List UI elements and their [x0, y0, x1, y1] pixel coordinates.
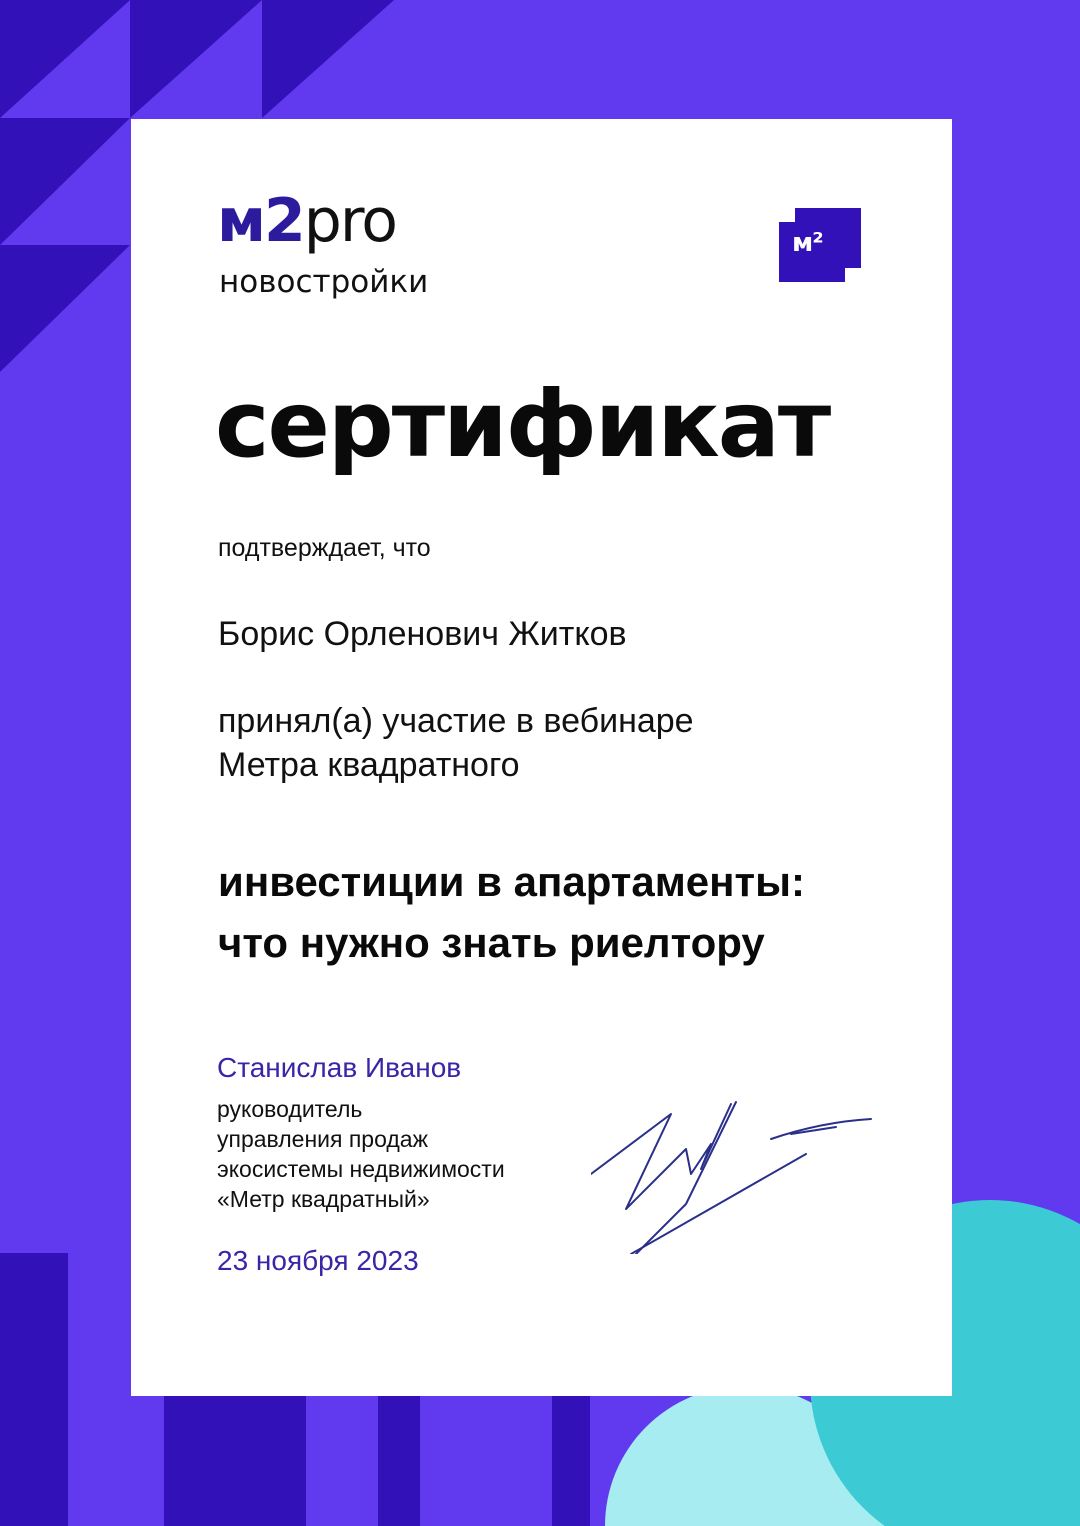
- participation-line: принял(а) участие в вебинаре: [218, 702, 694, 740]
- brand-logo-main: м2: [217, 186, 304, 256]
- signer-role: [217, 1095, 505, 1215]
- signer-role-line: «Метр квадратный»: [217, 1185, 430, 1212]
- certificate-title: сертификат: [215, 371, 830, 478]
- participation-text: [218, 699, 694, 787]
- bg-block: [378, 1396, 420, 1526]
- webinar-title: [218, 852, 805, 974]
- recipient-name: Борис Орленович Житков: [218, 615, 627, 653]
- brand-logo-subtitle: новостройки: [219, 264, 429, 300]
- confirms-text: подтверждает, что: [218, 534, 431, 562]
- signer-name: Станислав Иванов: [217, 1052, 462, 1083]
- signer-role-line: руководитель: [217, 1096, 363, 1122]
- signer-role-line: экосистемы недвижимости: [217, 1155, 505, 1182]
- bg-triangle: [262, 0, 394, 118]
- webinar-title-line: что нужно знать риелтору: [218, 918, 765, 966]
- signature-image: [591, 1094, 881, 1254]
- bg-triangle: [0, 245, 130, 372]
- signer-role-line: управления продаж: [217, 1125, 428, 1152]
- brand-logo-accent: pro: [303, 186, 396, 256]
- bg-triangle: [0, 0, 130, 118]
- bg-triangle: [130, 0, 262, 118]
- webinar-title-line: инвестиции в апартаменты:: [218, 858, 805, 905]
- m2-badge-label: м²: [792, 228, 823, 258]
- bg-block: [552, 1396, 590, 1526]
- brand-logo: [217, 186, 396, 256]
- bg-block: [164, 1396, 306, 1526]
- participation-line: Метра квадратного: [218, 746, 520, 785]
- certificate-date: 23 ноября 2023: [217, 1245, 419, 1276]
- bg-triangle: [0, 118, 130, 245]
- certificate-card: [131, 119, 952, 1396]
- bg-block: [0, 1253, 68, 1526]
